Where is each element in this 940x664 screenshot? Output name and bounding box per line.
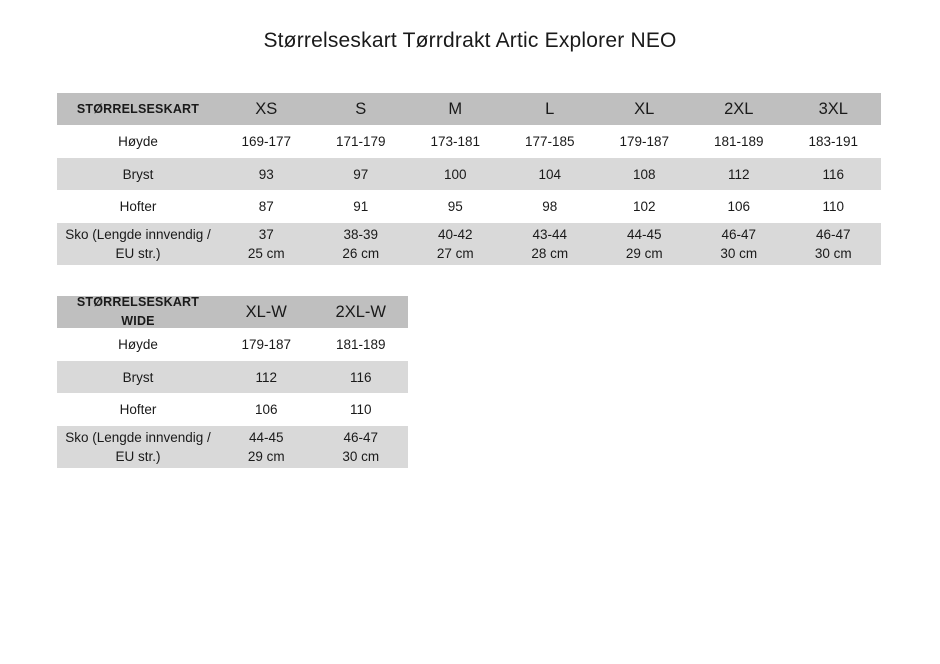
value-cell: 116 bbox=[822, 166, 845, 182]
size-header-cell: L bbox=[545, 99, 555, 118]
table-header-row bbox=[57, 296, 408, 328]
size-header-cell: XS bbox=[255, 99, 278, 118]
value-cell: 177-185 bbox=[524, 134, 575, 149]
size-header-cell: 2XL bbox=[724, 99, 754, 118]
header-label-cell: STØRRELSESKART bbox=[76, 101, 200, 116]
row-label-cell: Sko (Lengde innvendig / EU str.) bbox=[65, 430, 211, 464]
value-cell: 171-179 bbox=[335, 134, 386, 149]
value-cell: 173-181 bbox=[430, 134, 481, 149]
row-label-cell: Høyde bbox=[118, 134, 158, 149]
row-label-cell: Høyde bbox=[118, 337, 158, 352]
table-row bbox=[57, 361, 408, 393]
value-cell: 44-45 29 cm bbox=[247, 430, 285, 464]
value-cell: 43-44 28 cm bbox=[531, 227, 569, 261]
value-cell: 44-45 29 cm bbox=[625, 227, 663, 261]
value-cell: 112 bbox=[727, 166, 750, 182]
table-row bbox=[57, 125, 881, 158]
row-label-cell: Sko (Lengde innvendig / EU str.) bbox=[65, 227, 211, 261]
size-table-wide bbox=[57, 296, 408, 468]
row-label-cell: Bryst bbox=[122, 166, 154, 182]
row-label-cell: Hofter bbox=[119, 402, 157, 417]
row-label-cell: Hofter bbox=[119, 199, 157, 214]
value-cell: 110 bbox=[349, 402, 372, 417]
value-cell: 97 bbox=[353, 166, 369, 182]
table-row bbox=[57, 223, 881, 265]
value-cell: 112 bbox=[255, 369, 278, 385]
value-cell: 93 bbox=[258, 166, 274, 182]
value-cell: 37 25 cm bbox=[247, 227, 285, 261]
size-header-cell: XL-W bbox=[245, 302, 287, 321]
value-cell: 46-47 30 cm bbox=[342, 430, 380, 464]
value-cell: 98 bbox=[542, 199, 558, 214]
size-header-cell: XL bbox=[634, 99, 655, 118]
value-cell: 169-177 bbox=[241, 134, 292, 149]
value-cell: 106 bbox=[727, 199, 751, 214]
table-row bbox=[57, 328, 408, 361]
table-row bbox=[57, 158, 881, 190]
size-table-standard bbox=[57, 93, 881, 265]
value-cell: 181-189 bbox=[713, 134, 764, 149]
table-row bbox=[57, 393, 408, 426]
value-cell: 87 bbox=[258, 199, 274, 214]
value-cell: 40-42 27 cm bbox=[436, 227, 474, 261]
value-cell: 46-47 30 cm bbox=[814, 227, 852, 261]
row-label-cell: Bryst bbox=[122, 369, 154, 385]
header-label-cell: STØRRELSESKART WIDE bbox=[76, 295, 200, 328]
value-cell: 46-47 30 cm bbox=[720, 227, 758, 261]
value-cell: 95 bbox=[447, 199, 463, 214]
value-cell: 183-191 bbox=[808, 134, 859, 149]
size-header-cell: S bbox=[355, 99, 367, 118]
size-header-cell: 3XL bbox=[818, 99, 848, 118]
size-header-cell: M bbox=[448, 99, 463, 118]
value-cell: 106 bbox=[254, 402, 278, 417]
value-cell: 181-189 bbox=[335, 337, 386, 352]
value-cell: 91 bbox=[353, 199, 369, 214]
page-title: Størrelseskart Tørrdrakt Artic Explorer NEO bbox=[263, 29, 677, 52]
table-row bbox=[57, 190, 881, 223]
value-cell: 179-187 bbox=[619, 134, 670, 149]
value-cell: 104 bbox=[538, 166, 562, 182]
value-cell: 100 bbox=[443, 166, 467, 182]
value-cell: 108 bbox=[632, 166, 656, 182]
size-header-cell: 2XL-W bbox=[335, 302, 386, 321]
value-cell: 110 bbox=[822, 199, 845, 214]
value-cell: 38-39 26 cm bbox=[342, 227, 380, 261]
table-header-row bbox=[57, 93, 881, 125]
table-row bbox=[57, 426, 408, 468]
value-cell: 179-187 bbox=[241, 337, 292, 352]
value-cell: 116 bbox=[349, 369, 372, 385]
value-cell: 102 bbox=[632, 199, 656, 214]
